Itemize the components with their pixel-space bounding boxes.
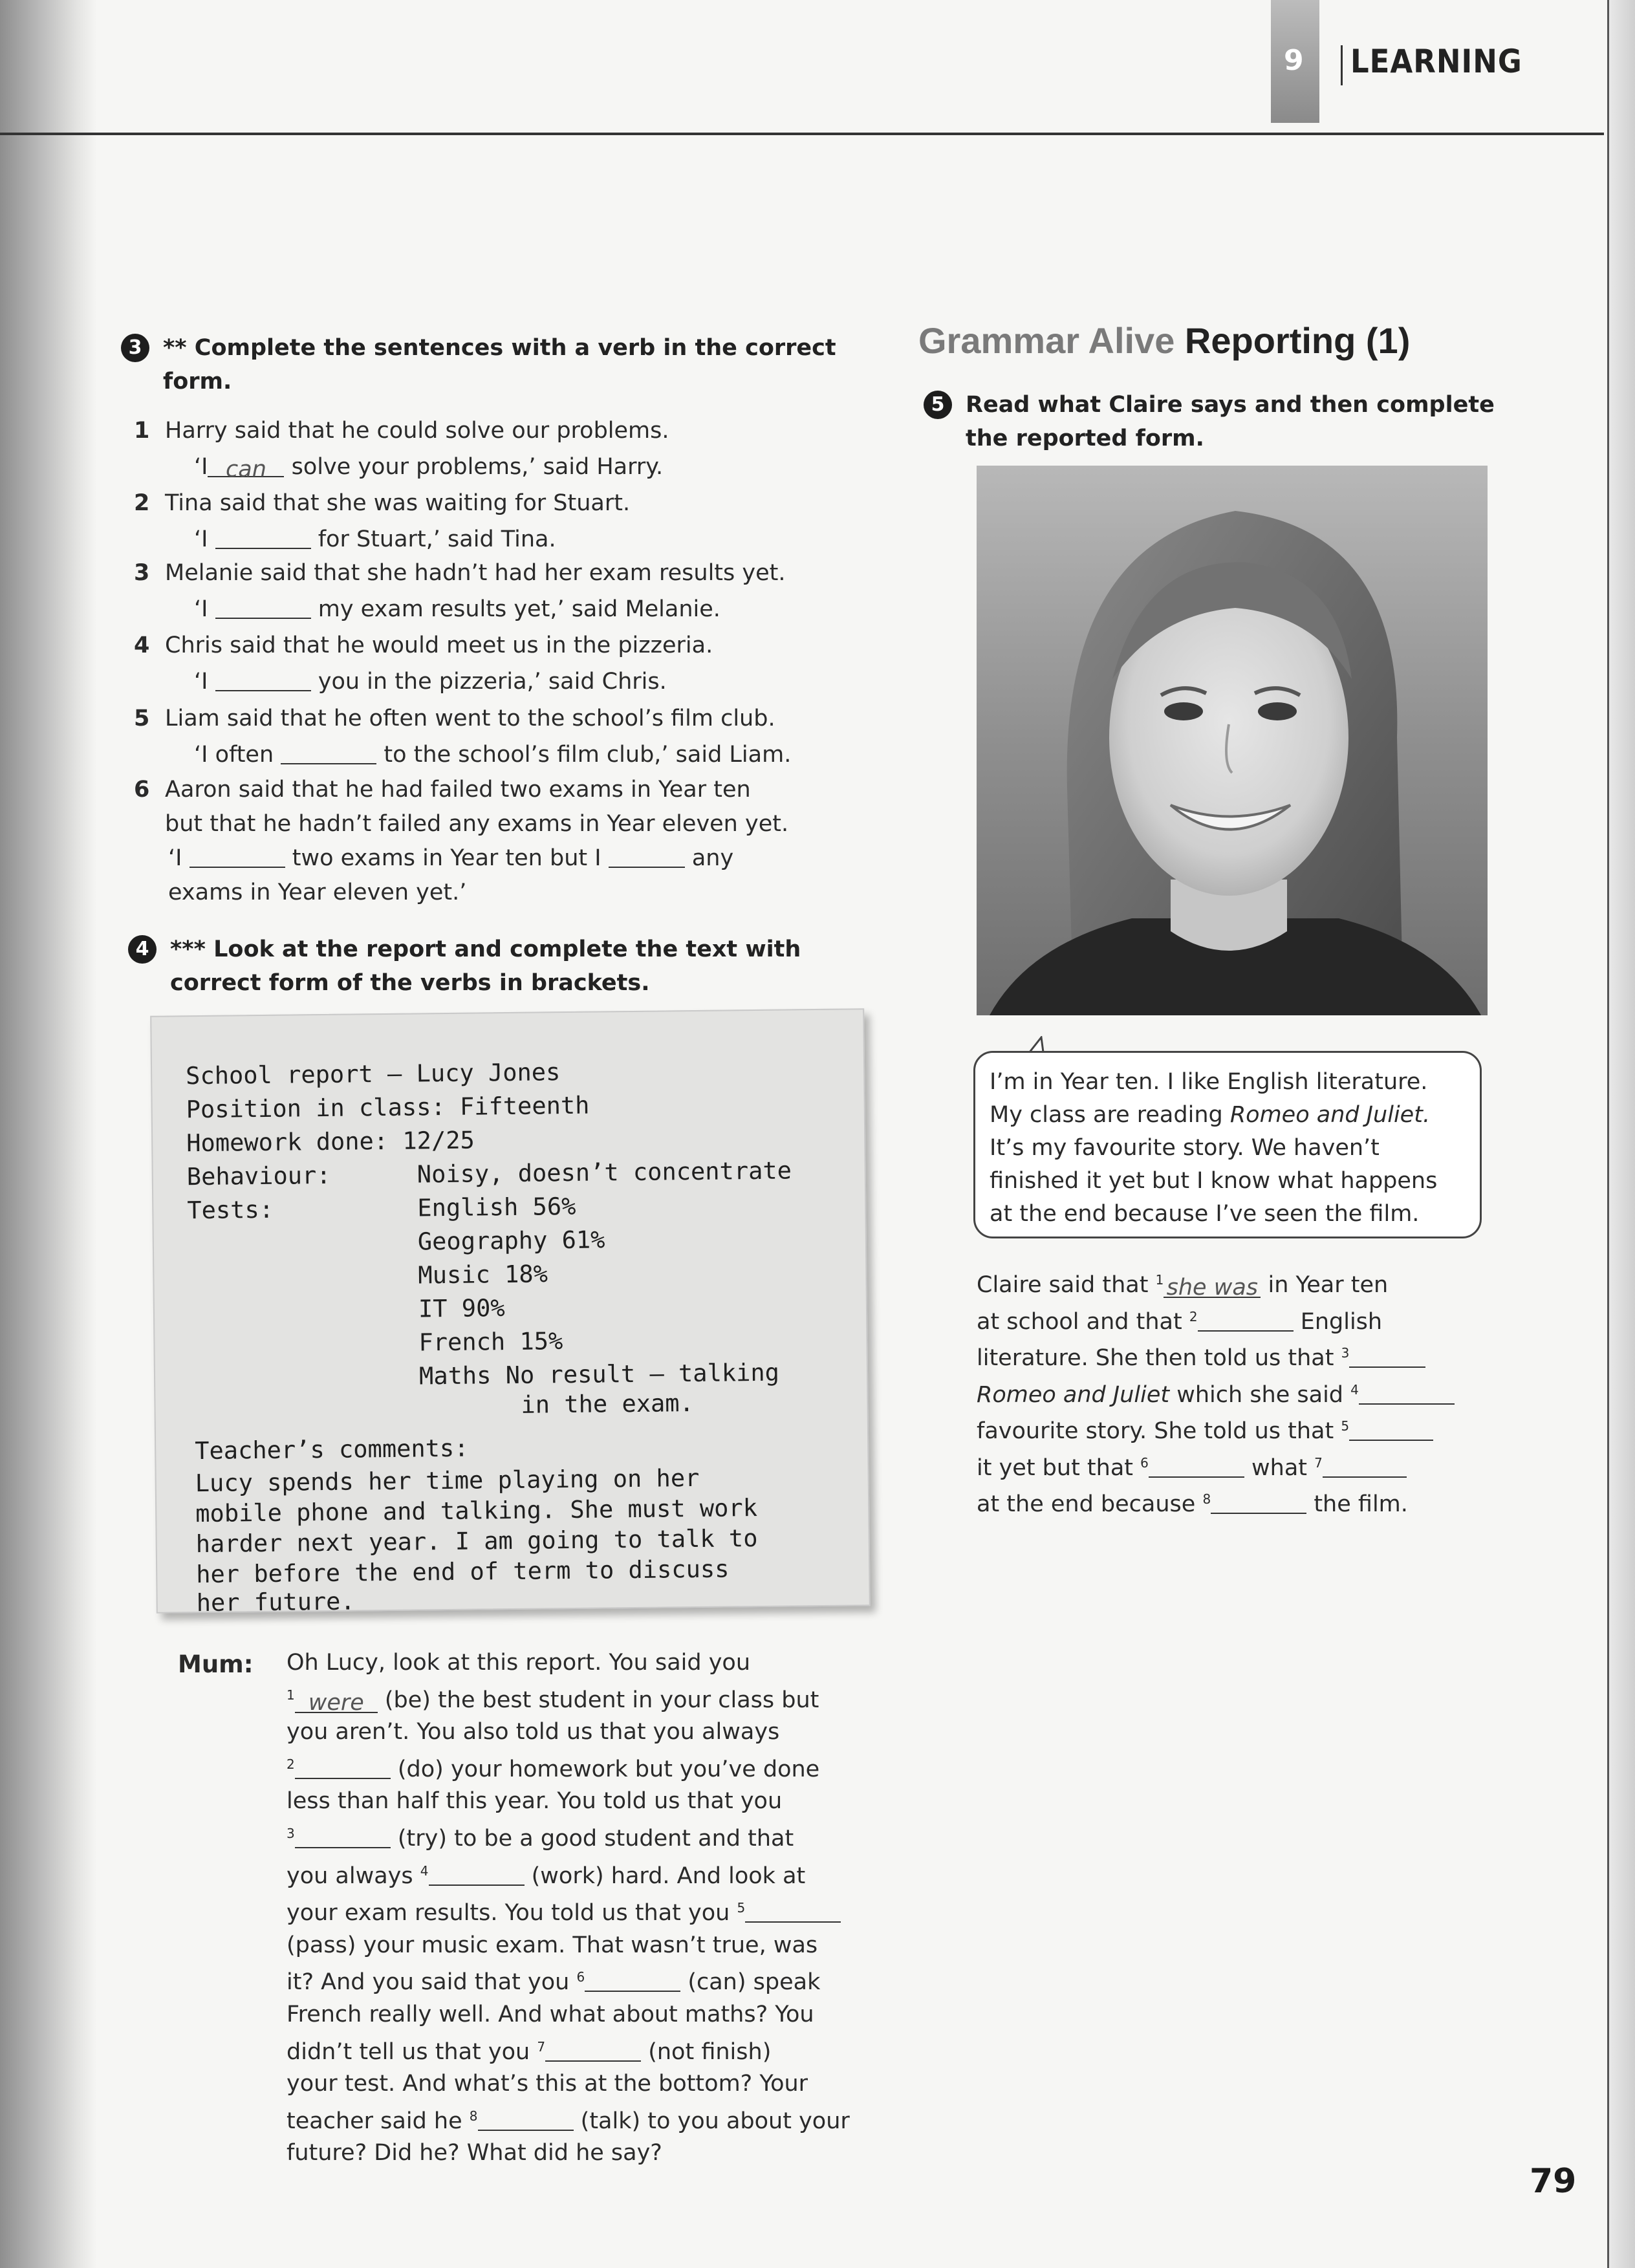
answer-blank-6a[interactable] — [189, 842, 285, 868]
text: English — [1300, 1308, 1383, 1335]
grammar-alive-title — [918, 319, 1410, 362]
bubble-line: at the end because I’ve seen the film. — [990, 1201, 1420, 1227]
ex3-item-2 — [134, 485, 631, 557]
ex3-item-1-statement: Harry said that he could solve our problems. — [165, 418, 669, 444]
claire-blank-1[interactable]: she was — [1164, 1272, 1261, 1298]
quote-start: ‘I — [168, 845, 182, 871]
subject: Geography — [417, 1226, 548, 1256]
text: you always — [287, 1863, 413, 1889]
book-title: Romeo and Juliet. — [1229, 1102, 1431, 1128]
quote-end: my exam results yet,’ said Melanie. — [318, 596, 720, 622]
quote-middle: two exams in Year ten but I — [292, 845, 601, 871]
text: the film. — [1314, 1491, 1408, 1517]
test-row — [418, 1294, 505, 1323]
gap-number: 1 — [1155, 1272, 1164, 1288]
subject: English — [417, 1193, 519, 1222]
text: your exam results. You told us that you — [287, 1900, 730, 1927]
report-behaviour-label: Behaviour: — [186, 1161, 331, 1191]
score: 15% — [519, 1327, 563, 1355]
book-title: Romeo and Juliet — [977, 1381, 1170, 1408]
ex4-number: 4 — [128, 935, 157, 964]
ex3-item-4 — [134, 627, 713, 700]
claire-blank-6[interactable] — [1149, 1452, 1244, 1478]
text: (talk) to you about your — [580, 2108, 850, 2134]
ex5-number: 5 — [924, 391, 952, 419]
answer-blank-2[interactable] — [215, 523, 311, 549]
gap-number: 3 — [287, 1825, 295, 1841]
text: (work) hard. And look at — [531, 1863, 806, 1889]
item-number: 5 — [134, 706, 150, 731]
text-line: (pass) your music exam. That wasn’t true, was — [287, 1932, 818, 1958]
value: Fifteenth — [459, 1091, 590, 1121]
quote-end: you in the pizzeria,’ said Chris. — [318, 669, 667, 695]
bubble-line: I’m in Year ten. I like English literature. — [990, 1069, 1428, 1095]
answer-blank-3[interactable] — [215, 593, 311, 619]
grammar-alive-brand: Grammar Alive — [918, 320, 1175, 361]
page-gutter-shadow — [0, 0, 97, 2268]
score: 18% — [504, 1260, 548, 1289]
quote-start: ‘I often — [194, 742, 274, 768]
item-number: 2 — [134, 490, 150, 516]
header-separator — [1341, 45, 1343, 85]
report-title: School report – Lucy Jones — [185, 1058, 561, 1090]
ex3-instruction-line2: form. — [163, 369, 232, 394]
item-number: 4 — [134, 632, 150, 658]
quote-start: ‘I — [194, 669, 208, 695]
portrait-image — [977, 466, 1488, 1015]
claire-speech-bubble — [973, 1051, 1482, 1238]
text: didn’t tell us that you — [287, 2038, 530, 2065]
quote-end: for Stuart,’ said Tina. — [318, 526, 556, 552]
text-line: less than half this year. You told us that you — [287, 1788, 783, 1815]
text: at school and that — [977, 1308, 1182, 1335]
report-comments-label: Teacher’s comments: — [195, 1434, 469, 1465]
comment-line: mobile phone and talking. She must work — [195, 1494, 758, 1528]
text: (do) your homework but you’ve done — [397, 1756, 820, 1782]
ex3-instruction — [128, 331, 836, 398]
subject: Music — [418, 1260, 491, 1290]
page-edge — [1607, 0, 1635, 2268]
mum-blank-7[interactable] — [545, 2036, 641, 2062]
quote-start: ‘I — [194, 526, 208, 552]
report-homework — [186, 1127, 475, 1158]
bubble-line: finished it yet but I know what happens — [990, 1168, 1438, 1194]
ex4-instruction — [135, 933, 801, 1000]
answer-blank-1[interactable]: can — [208, 451, 284, 477]
text: in Year ten — [1268, 1272, 1389, 1298]
item-number: 3 — [134, 560, 150, 586]
report-position — [186, 1092, 589, 1124]
claire-photo — [977, 466, 1488, 1015]
reported-text — [977, 1264, 1494, 1520]
quote-end: solve your problems,’ said Harry. — [291, 454, 664, 480]
ex3-item-6-statement: Aaron said that he had failed two exams in Year ten — [165, 777, 751, 803]
claire-blank-7[interactable] — [1323, 1452, 1407, 1478]
ex3-instruction-line1: ** Complete the sentences with a verb in the correct — [163, 335, 836, 361]
mum-blank-4[interactable] — [429, 1860, 525, 1886]
text-line: you aren’t. You also told us that you always — [287, 1719, 780, 1745]
gap-number: 6 — [1140, 1454, 1149, 1471]
mum-blank-6[interactable] — [585, 1966, 680, 1992]
mum-blank-3[interactable] — [295, 1822, 391, 1848]
mum-blank-8[interactable] — [478, 2105, 574, 2131]
quote-end: to the school’s film club,’ said Liam. — [384, 742, 792, 768]
school-report-card — [150, 1008, 871, 1617]
claire-blank-8[interactable] — [1211, 1488, 1306, 1514]
test-row — [418, 1327, 563, 1356]
ex3-item-6-quote-end: exams in Year eleven yet.’ — [168, 880, 467, 905]
value: 12/25 — [402, 1126, 475, 1155]
text: it? And you said that you — [287, 1969, 570, 1996]
text: it yet but that — [977, 1454, 1133, 1481]
text: (can) speak — [688, 1969, 821, 1996]
text: at the end because — [977, 1491, 1196, 1517]
text-line: future? Did he? What did he say? — [287, 2140, 662, 2166]
text: Claire said that — [977, 1272, 1149, 1298]
mum-blank-2[interactable] — [295, 1753, 391, 1779]
mum-blank-1[interactable]: were — [295, 1687, 378, 1713]
gap-number: 4 — [420, 1863, 429, 1879]
quote-start: ‘I — [194, 454, 208, 480]
header-rule — [0, 133, 1604, 135]
gap-number: 7 — [537, 2038, 546, 2055]
label: Homework done: — [186, 1127, 389, 1158]
quote-end: any — [691, 845, 734, 871]
ex3-item-3 — [134, 555, 786, 627]
gap-number: 3 — [1341, 1345, 1350, 1361]
unit-title: LEARNING — [1350, 43, 1522, 80]
mum-blank-5[interactable] — [745, 1897, 841, 1923]
subject: Maths — [418, 1361, 492, 1390]
ex3-item-5-statement: Liam said that he often went to the school’s film club. — [165, 706, 775, 731]
claire-blank-4[interactable] — [1359, 1379, 1455, 1405]
ex4-instruction-line1: *** Look at the report and complete the text with — [170, 936, 801, 962]
bubble-text: My class are reading — [990, 1102, 1223, 1128]
report-behaviour-value: Noisy, doesn’t concentrate — [417, 1156, 792, 1189]
ex3-number: 3 — [121, 334, 149, 362]
answer-blank-6b[interactable] — [609, 842, 685, 868]
gap-number: 7 — [1314, 1454, 1323, 1471]
test-row — [418, 1260, 548, 1289]
ex5-instruction-line1: Read what Claire says and then complete — [966, 392, 1495, 418]
answer-blank-5[interactable] — [281, 739, 376, 764]
score: 90% — [461, 1294, 505, 1323]
text: (not finish) — [648, 2038, 772, 2065]
unit-number: 9 — [1284, 44, 1304, 77]
text: what — [1251, 1454, 1307, 1481]
item-number: 1 — [134, 418, 150, 444]
page-number: 79 — [1530, 2162, 1577, 2201]
text-line: French really well. And what about maths? You — [287, 2001, 814, 2027]
score: No result – talking — [505, 1358, 780, 1390]
claire-blank-2[interactable] — [1198, 1306, 1294, 1332]
test-row — [417, 1193, 576, 1222]
gap-number: 4 — [1350, 1381, 1359, 1398]
maths-note: in the exam. — [521, 1389, 695, 1419]
gap-number: 2 — [287, 1756, 295, 1772]
score: 61% — [561, 1226, 605, 1255]
gap-number: 8 — [1202, 1491, 1211, 1507]
ex3-item-4-statement: Chris said that he would meet us in the pizzeria. — [165, 632, 713, 658]
speaker-label: Mum: — [178, 1650, 254, 1678]
text: which she said — [1176, 1381, 1344, 1408]
text: (be) the best student in your class but — [384, 1687, 819, 1713]
report-tests-label: Tests: — [187, 1195, 274, 1225]
comment-line: her before the end of term to discuss — [196, 1555, 730, 1589]
claire-blank-5[interactable] — [1349, 1415, 1433, 1441]
test-row-maths — [419, 1359, 779, 1390]
comment-line: her future. — [196, 1587, 355, 1617]
bubble-line: It’s my favourite story. We haven’t — [990, 1135, 1380, 1161]
ex3-item-1 — [134, 413, 669, 485]
test-row — [418, 1226, 605, 1255]
gap-number: 1 — [287, 1687, 295, 1703]
gap-number: 5 — [1341, 1418, 1350, 1434]
ex3-item-6 — [134, 773, 789, 910]
gap-number: 5 — [737, 1900, 746, 1916]
text-line: your test. And what’s this at the bottom? Your — [287, 2071, 808, 2097]
text: teacher said he — [287, 2108, 462, 2134]
ex5-instruction-line2: the reported form. — [966, 426, 1204, 451]
ex5-instruction — [931, 388, 1495, 455]
gap-number: 8 — [469, 2108, 478, 2124]
ex3-item-3-statement: Melanie said that she hadn’t had her exam results yet. — [165, 560, 786, 586]
ex3-item-6-statement-cont: but that he hadn’t failed any exams in Year eleven yet. — [165, 811, 789, 837]
item-number: 6 — [134, 777, 150, 803]
ex3-item-2-statement: Tina said that she was waiting for Stuart. — [165, 490, 631, 516]
label: Position in class: — [186, 1093, 446, 1124]
quote-start: ‘I — [194, 596, 208, 622]
mum-dialogue — [287, 1647, 882, 2170]
comment-line: harder next year. I am going to talk to — [195, 1524, 758, 1559]
text: favourite story. She told us that — [977, 1418, 1334, 1444]
text: literature. She then told us that — [977, 1345, 1334, 1371]
grammar-topic: Reporting (1) — [1184, 320, 1411, 361]
text-line: Oh Lucy, look at this report. You said you — [287, 1650, 751, 1676]
text: (try) to be a good student and that — [397, 1825, 794, 1852]
comment-line: Lucy spends her time playing on her — [195, 1463, 700, 1498]
gap-number: 6 — [576, 1969, 585, 1985]
score: 56% — [532, 1192, 576, 1221]
subject: IT — [418, 1295, 448, 1323]
ex3-item-5 — [134, 700, 792, 773]
subject: French — [418, 1328, 506, 1357]
claire-blank-3[interactable] — [1349, 1342, 1425, 1368]
gap-number: 2 — [1189, 1308, 1198, 1324]
ex4-instruction-line2: correct form of the verbs in brackets. — [170, 970, 650, 996]
answer-blank-4[interactable] — [215, 665, 311, 691]
